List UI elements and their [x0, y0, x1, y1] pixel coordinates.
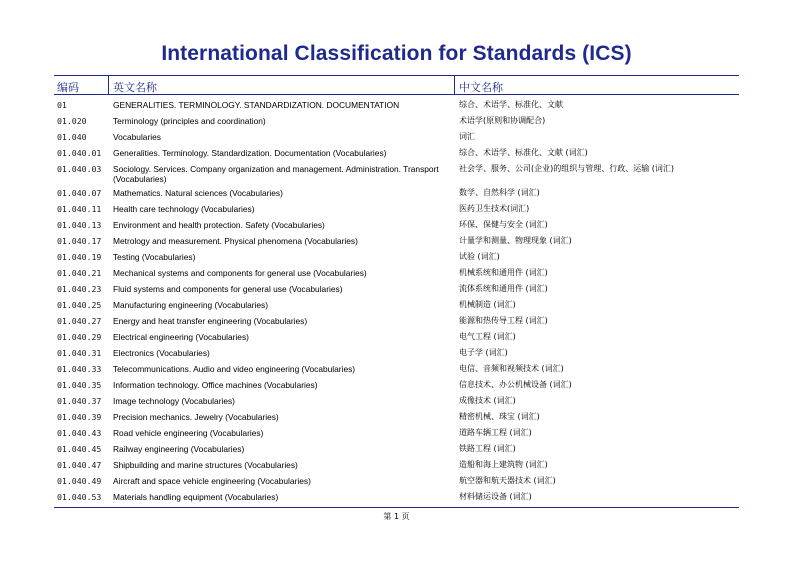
cell-english-name: Shipbuilding and marine structures (Vocabularies) [113, 460, 298, 470]
column-divider [108, 76, 109, 94]
column-header-chinese: 中文名称 [459, 81, 503, 94]
cell-code: 01.040.33 [57, 364, 102, 374]
cell-english-name: Fluid systems and components for general use (Vocabularies) [113, 284, 343, 294]
cell-chinese-name: 机械系统和通用件 (词汇) [459, 268, 548, 277]
table-bottom-rule [54, 507, 739, 508]
cell-chinese-name: 造船和海上建筑物 (词汇) [459, 460, 548, 469]
cell-chinese-name: 精密机械、珠宝 (词汇) [459, 412, 540, 421]
table-row [0, 265, 793, 281]
cell-english-name: Terminology (principles and coordination) [113, 116, 266, 126]
table-row [0, 145, 793, 161]
cell-code: 01.040.25 [57, 300, 102, 310]
cell-chinese-name: 词汇 [459, 132, 475, 141]
cell-code: 01.040.45 [57, 444, 102, 454]
cell-code: 01.040.23 [57, 284, 102, 294]
cell-chinese-name: 成像技术 (词汇) [459, 396, 516, 405]
cell-chinese-name: 数学、自然科学 (词汇) [459, 188, 540, 197]
column-header-code: 编码 [57, 81, 79, 94]
cell-english-name: Manufacturing engineering (Vocabularies) [113, 300, 269, 310]
cell-chinese-name: 道路车辆工程 (词汇) [459, 428, 532, 437]
table-row [0, 129, 793, 145]
cell-chinese-name: 术语学(原则和协调配合) [459, 116, 546, 125]
column-header-english: 英文名称 [113, 81, 157, 94]
table-row [0, 313, 793, 329]
table-row [0, 97, 793, 113]
cell-english-name: Electronics (Vocabularies) [113, 348, 210, 358]
cell-code: 01.040.31 [57, 348, 102, 358]
table-row [0, 425, 793, 441]
cell-chinese-name: 电气工程 (词汇) [459, 332, 516, 341]
table-row [0, 377, 793, 393]
cell-english-name: Vocabularies [113, 132, 161, 142]
cell-english-name: Mechanical systems and components for general use (Vocabularies) [113, 268, 367, 278]
cell-chinese-name: 材料储运设备 (词汇) [459, 492, 532, 501]
cell-english-name: Materials handling equipment (Vocabularies) [113, 492, 279, 502]
cell-code: 01.040.43 [57, 428, 102, 438]
cell-english-name: Aircraft and space vehicle engineering (Vocabularies) [113, 476, 311, 486]
cell-code: 01.040.11 [57, 204, 102, 214]
cell-code: 01.040.27 [57, 316, 102, 326]
table-header-rule [54, 94, 739, 95]
cell-code: 01.040.37 [57, 396, 102, 406]
cell-chinese-name: 航空器和航天器技术 (词汇) [459, 476, 556, 485]
cell-english-name: Railway engineering (Vocabularies) [113, 444, 245, 454]
column-divider [454, 76, 455, 94]
cell-chinese-name: 计量学和测量、物理现象 (词汇) [459, 236, 572, 245]
table-row [0, 233, 793, 249]
page-number: 第 1 页 [383, 512, 410, 521]
table-row [0, 457, 793, 473]
cell-chinese-name: 电子学 (词汇) [459, 348, 508, 357]
cell-code: 01.040.13 [57, 220, 102, 230]
cell-chinese-name: 能源和热传导工程 (词汇) [459, 316, 548, 325]
table-row [0, 161, 793, 185]
table-row [0, 185, 793, 201]
cell-code: 01.040.19 [57, 252, 102, 262]
cell-chinese-name: 综合、术语学、标准化、文献 [459, 100, 563, 109]
cell-english-name: Mathematics. Natural sciences (Vocabularies) [113, 188, 283, 198]
cell-chinese-name: 医药卫生技术(词汇) [459, 204, 530, 213]
cell-code: 01.040.17 [57, 236, 102, 246]
cell-english-name: Precision mechanics. Jewelry (Vocabularies) [113, 412, 279, 422]
table-row [0, 489, 793, 505]
cell-code: 01.040.21 [57, 268, 102, 278]
table-row [0, 329, 793, 345]
cell-code: 01.040.35 [57, 380, 102, 390]
table-row [0, 217, 793, 233]
table-row [0, 361, 793, 377]
cell-english-name: Generalities. Terminology. Standardization. Documentation (Vocabularies) [113, 148, 387, 158]
cell-code: 01.040.53 [57, 492, 102, 502]
table-top-rule [54, 75, 739, 76]
cell-chinese-name: 流体系统和通用件 (词汇) [459, 284, 548, 293]
cell-code: 01.040.01 [57, 148, 102, 158]
cell-english-name: Image technology (Vocabularies) [113, 396, 235, 406]
table-body [0, 97, 793, 505]
cell-chinese-name: 铁路工程 (词汇) [459, 444, 516, 453]
table-row [0, 297, 793, 313]
cell-code: 01.040.07 [57, 188, 102, 198]
cell-english-name: Sociology. Services. Company organization and management. Administration. Transport (Vocabularies) [113, 164, 439, 184]
cell-code: 01.040 [57, 132, 87, 142]
table-row [0, 345, 793, 361]
cell-code: 01.020 [57, 116, 87, 126]
cell-english-name: Road vehicle engineering (Vocabularies) [113, 428, 264, 438]
table-row [0, 249, 793, 265]
table-row [0, 441, 793, 457]
cell-english-name: GENERALITIES. TERMINOLOGY. STANDARDIZATION. DOCUMENTATION [113, 100, 400, 110]
cell-code: 01.040.49 [57, 476, 102, 486]
cell-code: 01.040.39 [57, 412, 102, 422]
cell-chinese-name: 综合、术语学、标准化、文献 (词汇) [459, 148, 588, 157]
table-row [0, 113, 793, 129]
cell-english-name: Electrical engineering (Vocabularies) [113, 332, 249, 342]
table-row [0, 409, 793, 425]
table-row [0, 473, 793, 489]
cell-english-name: Environment and health protection. Safety (Vocabularies) [113, 220, 325, 230]
cell-english-name: Energy and heat transfer engineering (Vocabularies) [113, 316, 308, 326]
cell-code: 01.040.29 [57, 332, 102, 342]
cell-chinese-name: 机械制造 (词汇) [459, 300, 516, 309]
cell-english-name: Health care technology (Vocabularies) [113, 204, 255, 214]
cell-chinese-name: 试验 (词汇) [459, 252, 500, 261]
table-row [0, 393, 793, 409]
cell-english-name: Metrology and measurement. Physical phenomena (Vocabularies) [113, 236, 358, 246]
cell-code: 01.040.03 [57, 164, 102, 174]
cell-chinese-name: 环保、保健与安全 (词汇) [459, 220, 548, 229]
cell-english-name: Telecommunications. Audio and video engineering (Vocabularies) [113, 364, 356, 374]
cell-code: 01 [57, 100, 67, 110]
page-title: International Classification for Standards (ICS) [161, 42, 632, 65]
table-row [0, 201, 793, 217]
cell-code: 01.040.47 [57, 460, 102, 470]
cell-english-name: Information technology. Office machines (Vocabularies) [113, 380, 318, 390]
cell-chinese-name: 社会学、服务、公司(企业)的组织与管理、行政、运输 (词汇) [459, 164, 675, 173]
cell-chinese-name: 信息技术、办公机械设备 (词汇) [459, 380, 572, 389]
cell-chinese-name: 电信、音频和视频技术 (词汇) [459, 364, 564, 373]
cell-english-name: Testing (Vocabularies) [113, 252, 196, 262]
table-row [0, 281, 793, 297]
